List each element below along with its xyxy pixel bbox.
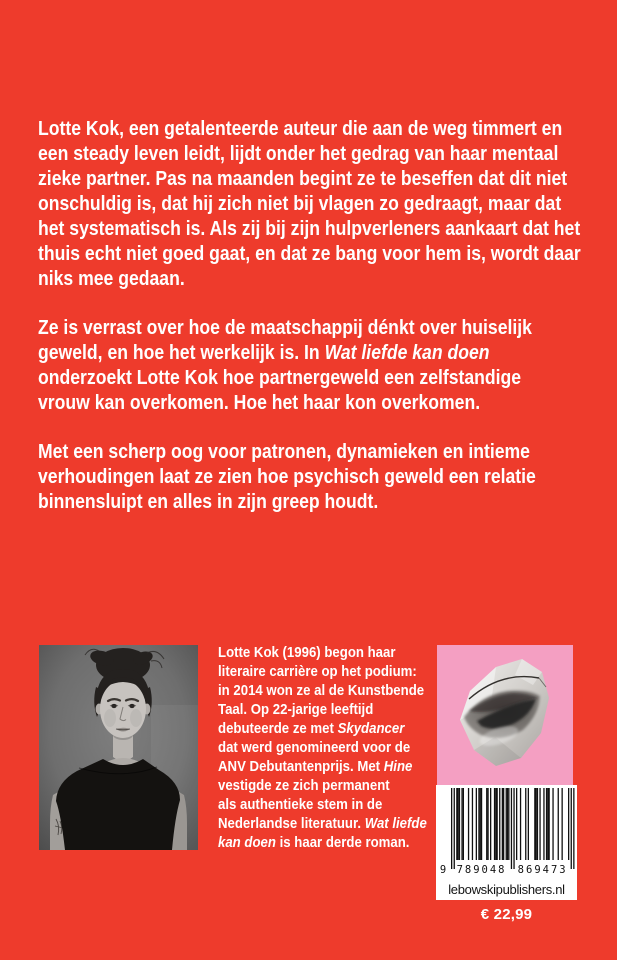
publisher-url-text: lebowskipublishers.nl	[448, 882, 565, 897]
author-photo	[39, 645, 198, 850]
price-label: € 22,99	[480, 906, 533, 923]
svg-text:9: 9	[439, 864, 449, 876]
lips-artwork-panel	[437, 645, 573, 785]
synopsis-paragraph: Met een scherp oog voor patronen, dynamieken en intieme verhoudingen laat ze zien hoe psychisch geweld een relatie binnensluipt en alles in zijn greep houdt.	[38, 441, 536, 513]
author-bio-text: Lotte Kok (1996) begon haar literaire carrière op het podium: in 2014 won ze al de Kunstbende Taal. Op 22-jarige leeftijd debuteerde ze met Skydancer dat werd genomineerd voor de ANV Debutantenprijs. Met Hine vestigde ze zich permanent als authentieke stem in de Nederlandse literatuur. Wat liefde kan doen is haar derde roman.	[218, 644, 427, 851]
synopsis-paragraph: Ze is verrast over hoe de maatschappij dénkt over huiselijk geweld, en hoe het werkelijk is. In Wat liefde kan doen onderzoekt Lotte Kok hoe partnergeweld een zelfstandige vrouw kan overkomen. Hoe het haar kon overkomen.	[38, 317, 532, 414]
barcode-panel	[436, 785, 577, 900]
svg-text:869473: 869473	[517, 864, 568, 876]
synopsis-text	[38, 117, 617, 539]
barcode-svg	[436, 785, 577, 877]
svg-text:789048: 789048	[456, 864, 507, 876]
synopsis-paragraph: Lotte Kok, een getalenteerde auteur die aan de weg timmert en een steady leven leidt, lijdt onder het gedrag van haar mentaal zieke partner. Pas na maanden begint ze te beseffen dat dit niet onschuldig is, dat hij zich niet bij vlagen zo gedraagt, maar dat het systematisch is. Als zij bij zijn hulpverleners aankaart dat het thuis echt niet goed gaat, en dat ze bang voor hem is, wordt daar niks mee gedaan.	[38, 118, 581, 290]
lips-artwork-image	[449, 653, 564, 771]
